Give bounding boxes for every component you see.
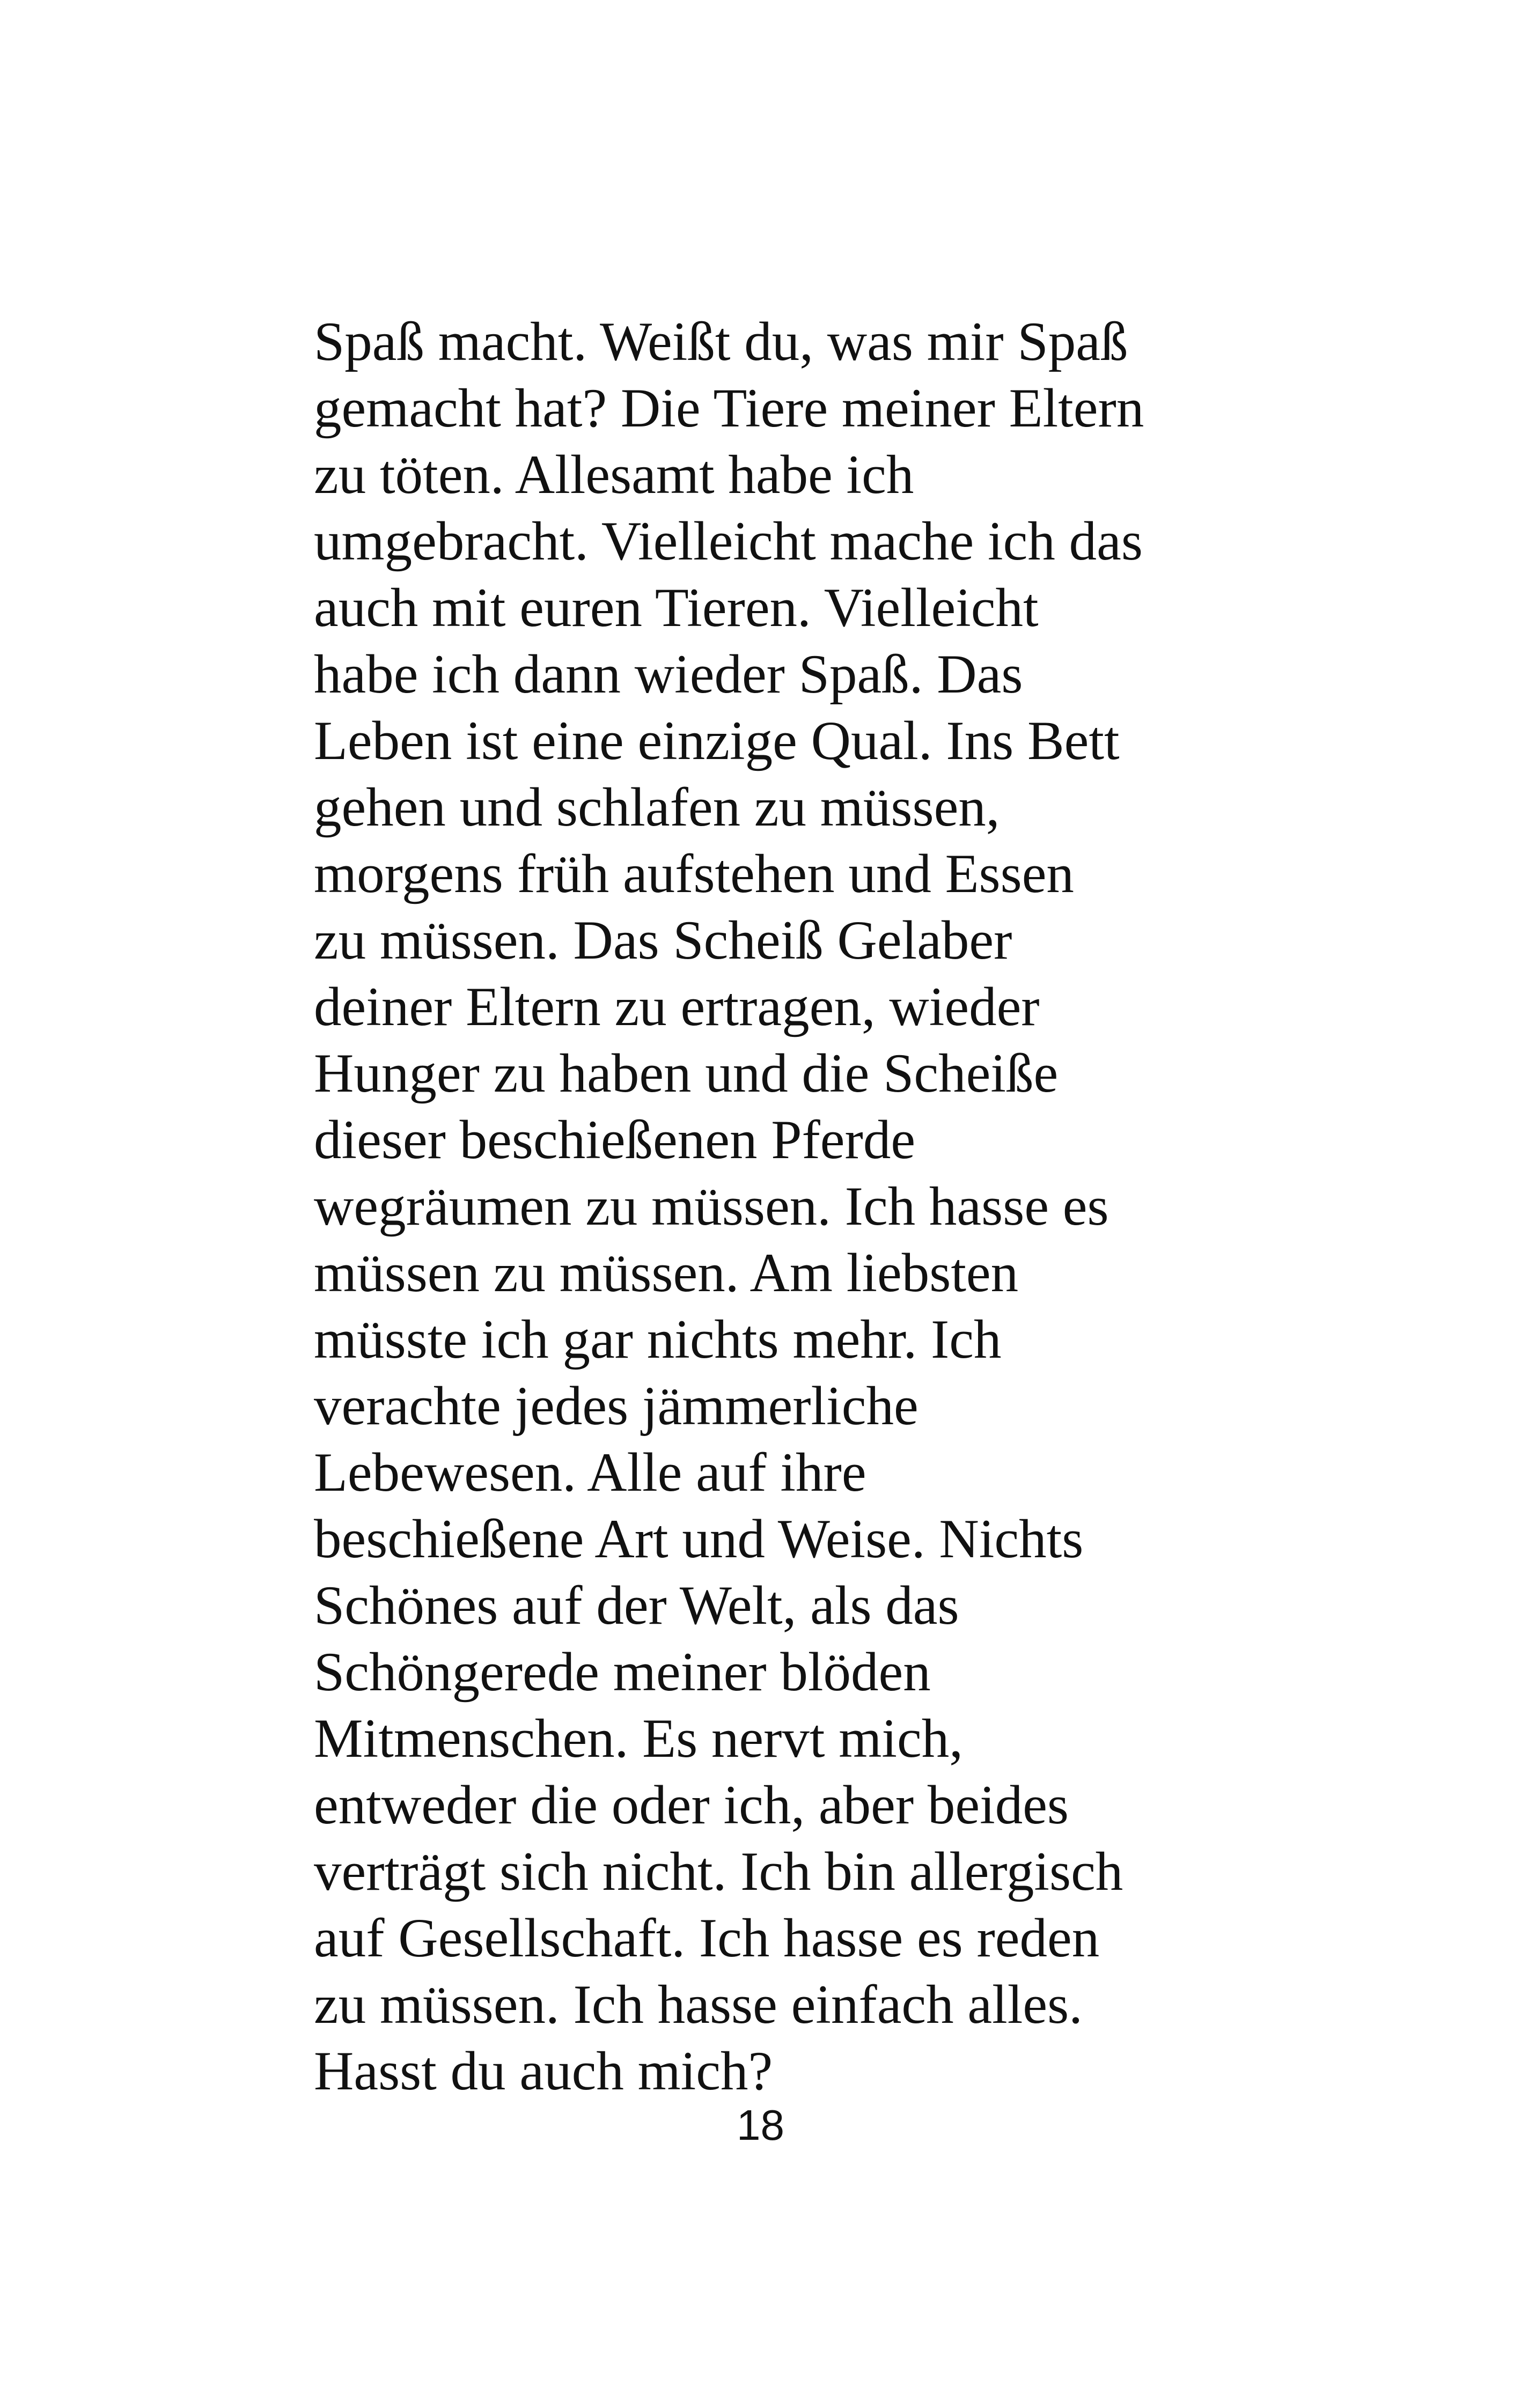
text-line: Spaß macht. Weißt du, was mir Spaß [314,311,1128,372]
text-line: beschießene Art und Weise. Nichts [314,1508,1084,1570]
text-line: gehen und schlafen zu müssen, [314,777,1000,838]
text-line: gemacht hat? Die Tiere meiner Eltern [314,378,1144,439]
text-line: Lebewesen. Alle auf ihre [314,1442,866,1503]
text-line: dieser beschießenen Pferde [314,1109,916,1170]
text-line: Schönes auf der Welt, als das [314,1575,959,1636]
text-line: habe ich dann wieder Spaß. Das [314,644,1023,705]
text-line: Schöngerede meiner blöden [314,1641,931,1703]
text-line: wegräumen zu müssen. Ich hasse es [314,1176,1109,1237]
body-text [314,308,1226,2104]
text-line: verträgt sich nicht. Ich bin allergisch [314,1841,1123,1902]
text-line: zu müssen. Ich hasse einfach alles. [314,1974,1083,2035]
text-line: verachte jedes jämmerliche [314,1375,919,1437]
text-line: Hasst du auch mich? [314,2041,773,2102]
page-number: 18 [737,2101,784,2149]
text-line: morgens früh aufstehen und Essen [314,843,1074,904]
text-line: entweder die oder ich, aber beides [314,1774,1069,1836]
text-line: deiner Eltern zu ertragen, wieder [314,976,1040,1037]
text-line: Mitmenschen. Es nervt mich, [314,1708,963,1769]
text-line: auch mit euren Tieren. Vielleicht [314,577,1039,638]
text-line: auf Gesellschaft. Ich hasse es reden [314,1908,1100,1969]
text-line: müssen zu müssen. Am liebsten [314,1242,1019,1304]
text-line: zu töten. Allesamt habe ich [314,444,914,505]
text-line: Hunger zu haben und die Scheiße [314,1043,1059,1104]
text-line: müsste ich gar nichts mehr. Ich [314,1309,1002,1370]
text-line: umgebracht. Vielleicht mache ich das [314,511,1143,572]
text-line: zu müssen. Das Scheiß Gelaber [314,910,1012,971]
text-line: Leben ist eine einzige Qual. Ins Bett [314,710,1120,771]
